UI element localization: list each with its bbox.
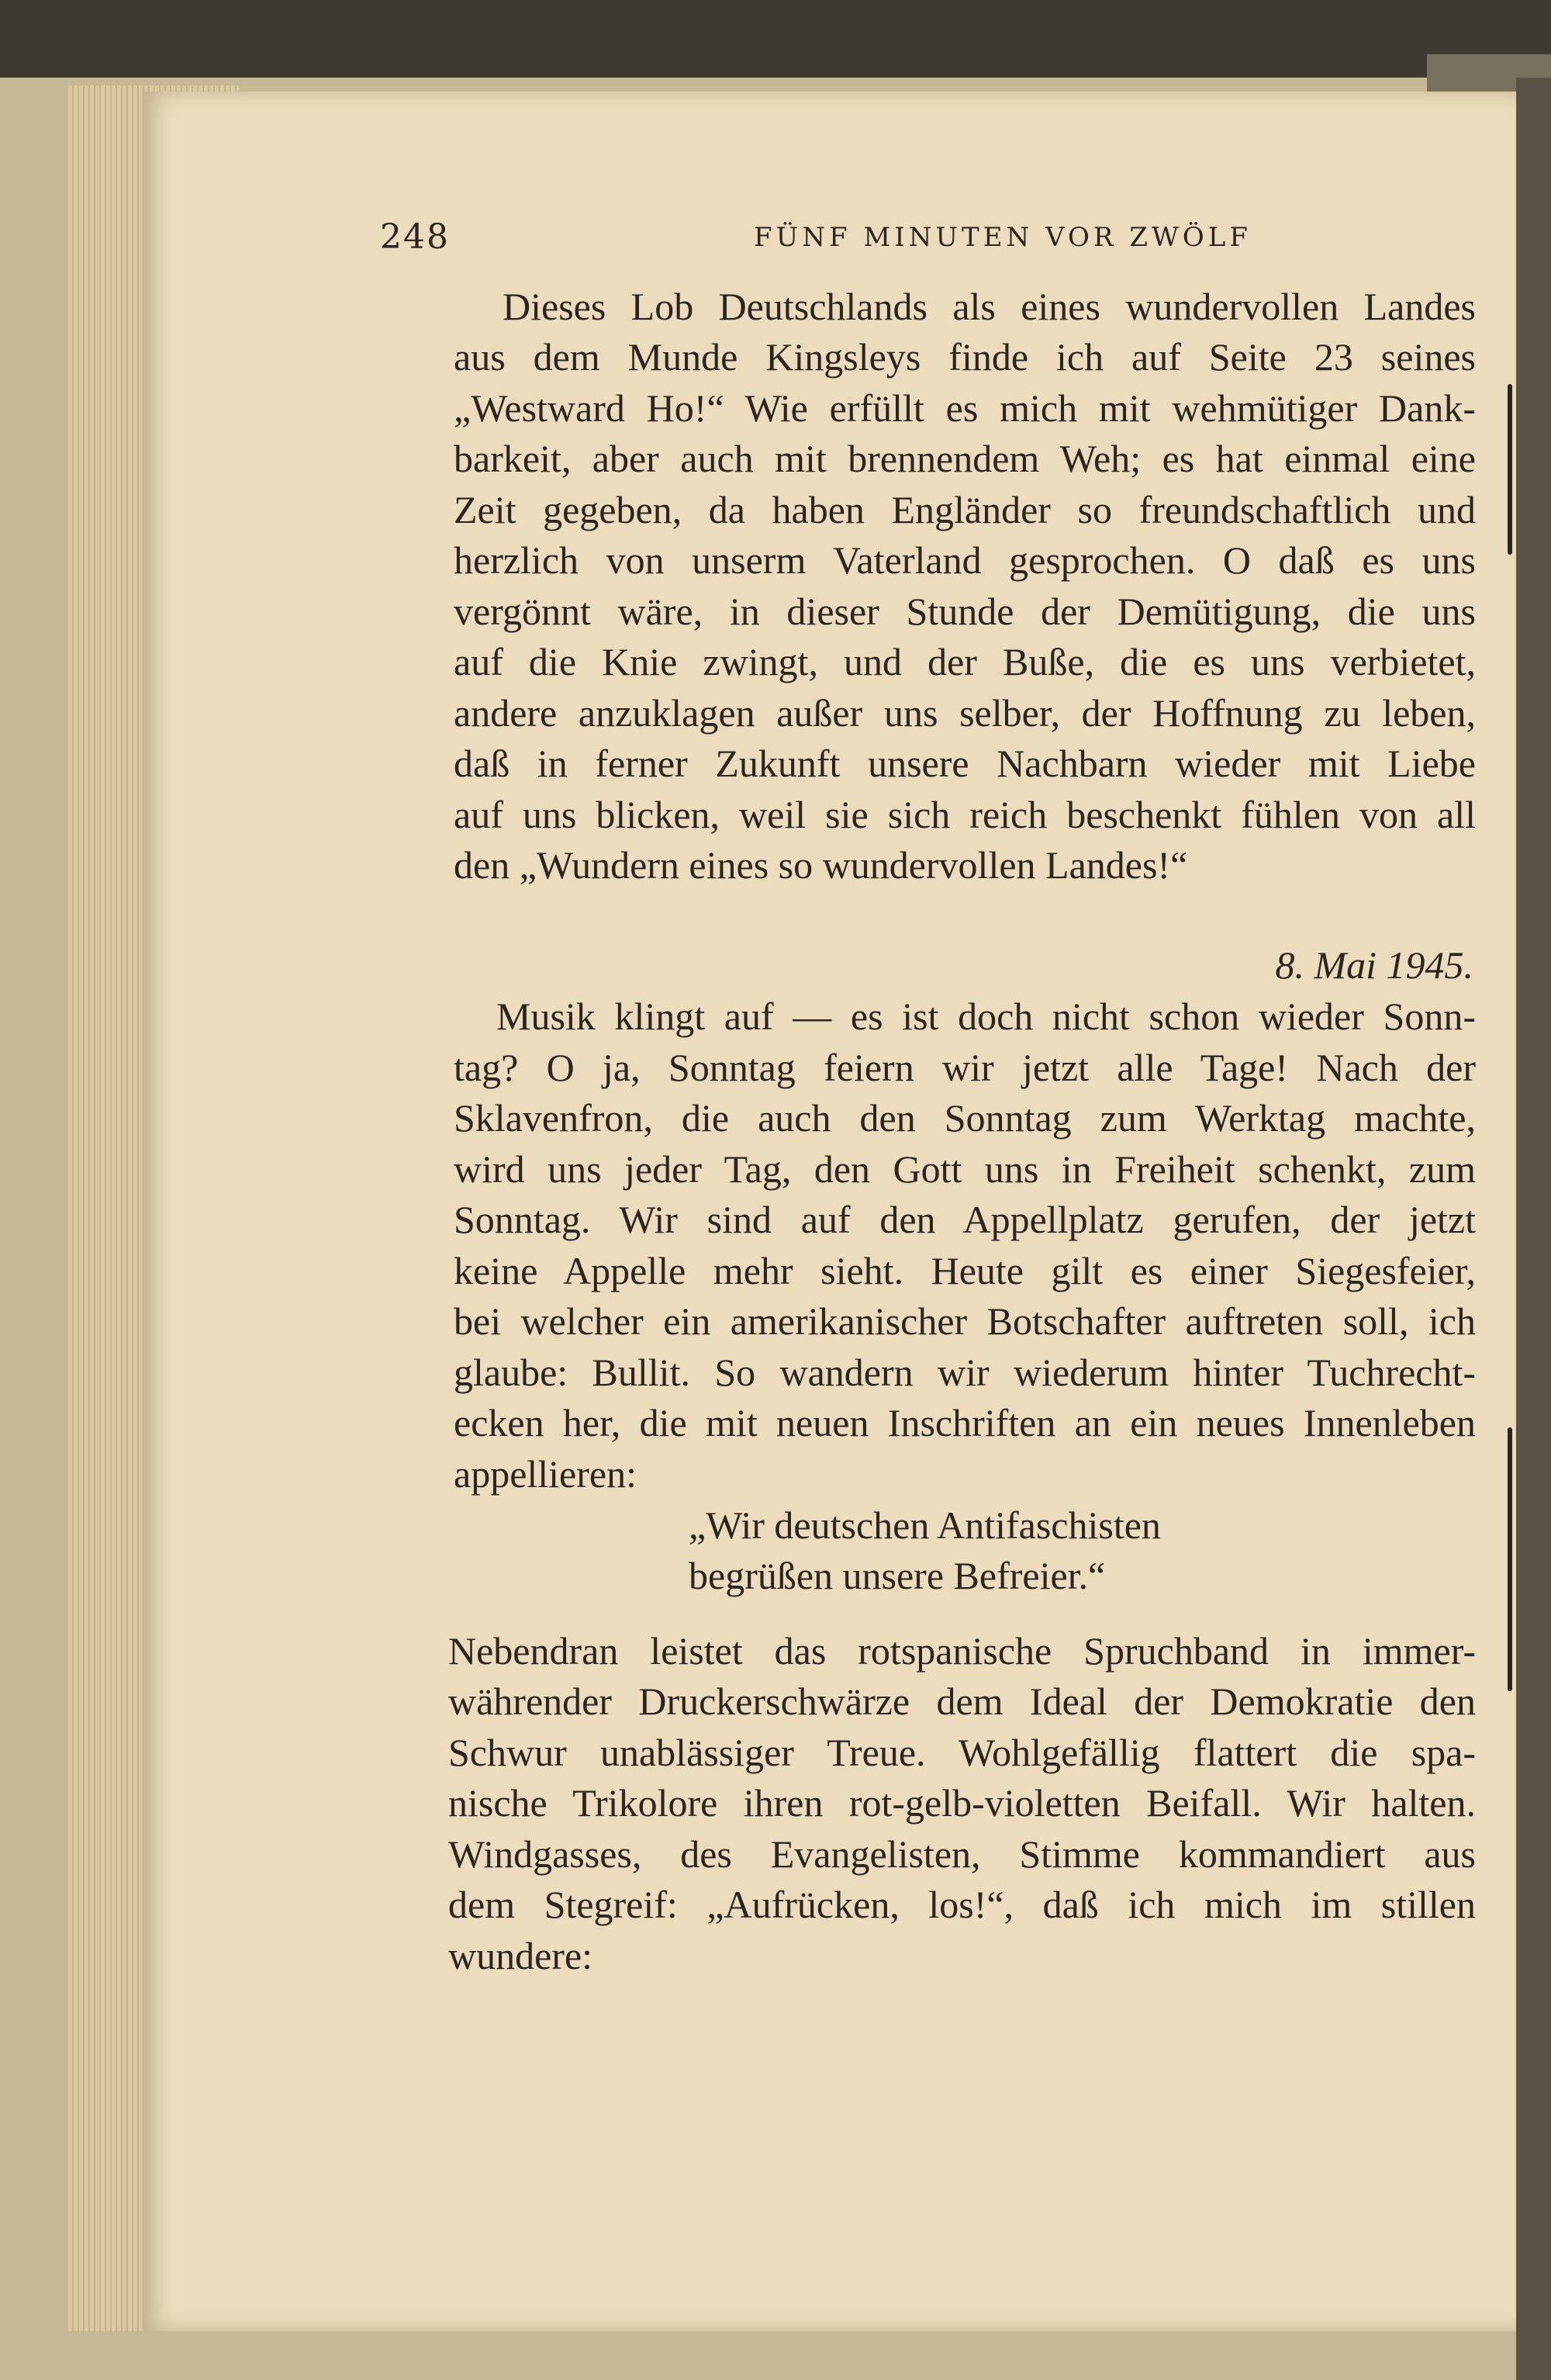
- text-line: nische Trikolore ihren rot-gelb-violetten Beifall. Wir halten.: [448, 1781, 1476, 1825]
- text-line: bei welcher ein amerikanischer Botschafter auftreten soll, ich: [454, 1299, 1476, 1343]
- text-line: tag? O ja, Sonntag feiern wir jetzt alle Tage! Nach der: [454, 1046, 1476, 1089]
- text-line: daß in ferner Zukunft unsere Nachbarn wieder mit Liebe: [454, 742, 1476, 785]
- page-number: 248: [380, 217, 450, 257]
- text-line: währender Druckerschwärze dem Ideal der Demokratie den: [448, 1679, 1476, 1723]
- text-line: auf die Knie zwingt, und der Buße, die es uns verbietet,: [454, 640, 1476, 683]
- text-line: ecken her, die mit neuen Inschriften an ein neues Innenleben: [454, 1401, 1476, 1444]
- running-head: FÜNF MINUTEN VOR ZWÖLF: [754, 222, 1252, 253]
- text-line: Windgasses, des Evangelisten, Stimme kommandiert aus: [448, 1832, 1476, 1876]
- page-header: [0, 217, 1551, 267]
- binding-edge: [1516, 78, 1551, 2380]
- text-line: dem Stegreif: „Aufrücken, los!“, daß ich mich im stillen: [448, 1883, 1476, 1926]
- text-line: „Westward Ho!“ Wie erfüllt es mich mit wehmütiger Dank-: [454, 386, 1476, 430]
- text-line: Zeit gegeben, da haben Engländer so freundschaftlich und: [454, 488, 1476, 531]
- text-line: Sklavenfron, die auch den Sonntag zum Werktag machte,: [454, 1096, 1476, 1140]
- quote-line: begrüßen unsere Befreier.“: [689, 1554, 1106, 1597]
- text-line: aus dem Munde Kingsleys finde ich auf Seite 23 seines: [454, 335, 1476, 379]
- text-line: auf uns blicken, weil sie sich reich beschenkt fühlen von all: [454, 793, 1476, 836]
- text-line: Schwur unablässiger Treue. Wohlgefällig flattert die spa-: [448, 1731, 1476, 1774]
- text-line: Sonntag. Wir sind auf den Appellplatz gerufen, der jetzt: [454, 1198, 1476, 1241]
- text-line: wird uns jeder Tag, den Gott uns in Freiheit schenkt, zum: [454, 1147, 1476, 1191]
- text-line: glaube: Bullit. So wandern wir wiederum hinter Tuchrecht-: [454, 1351, 1476, 1394]
- binding-thread-mark: [1508, 1427, 1512, 1691]
- quote-line: „Wir deutschen Antifaschisten: [689, 1503, 1161, 1547]
- text-line: herzlich von unserm Vaterland gesprochen. O daß es uns: [454, 538, 1476, 582]
- text-line: Musik klingt auf — es ist doch nicht schon wieder Sonn-: [496, 995, 1476, 1038]
- text-line: vergönnt wäre, in dieser Stunde der Demütigung, die uns: [454, 590, 1476, 633]
- text-line: andere anzuklagen außer uns selber, der Hoffnung zu leben,: [454, 691, 1476, 735]
- text-line: keine Appelle mehr sieht. Heute gilt es einer Siegesfeier,: [454, 1249, 1476, 1292]
- text-line: wundere:: [448, 1934, 593, 1977]
- text-line: appellieren:: [454, 1452, 637, 1496]
- binding-thread-mark: [1508, 384, 1512, 555]
- entry-date: 8. Mai 1945.: [1275, 943, 1473, 987]
- text-line: Nebendran leistet das rotspanische Spruchband in immer-: [448, 1629, 1476, 1673]
- text-line: den „Wundern eines so wundervollen Landes!“: [454, 843, 1188, 887]
- text-line: Dieses Lob Deutschlands als eines wundervollen Landes: [503, 285, 1476, 328]
- text-line: barkeit, aber auch mit brennendem Weh; es hat einmal eine: [454, 437, 1476, 480]
